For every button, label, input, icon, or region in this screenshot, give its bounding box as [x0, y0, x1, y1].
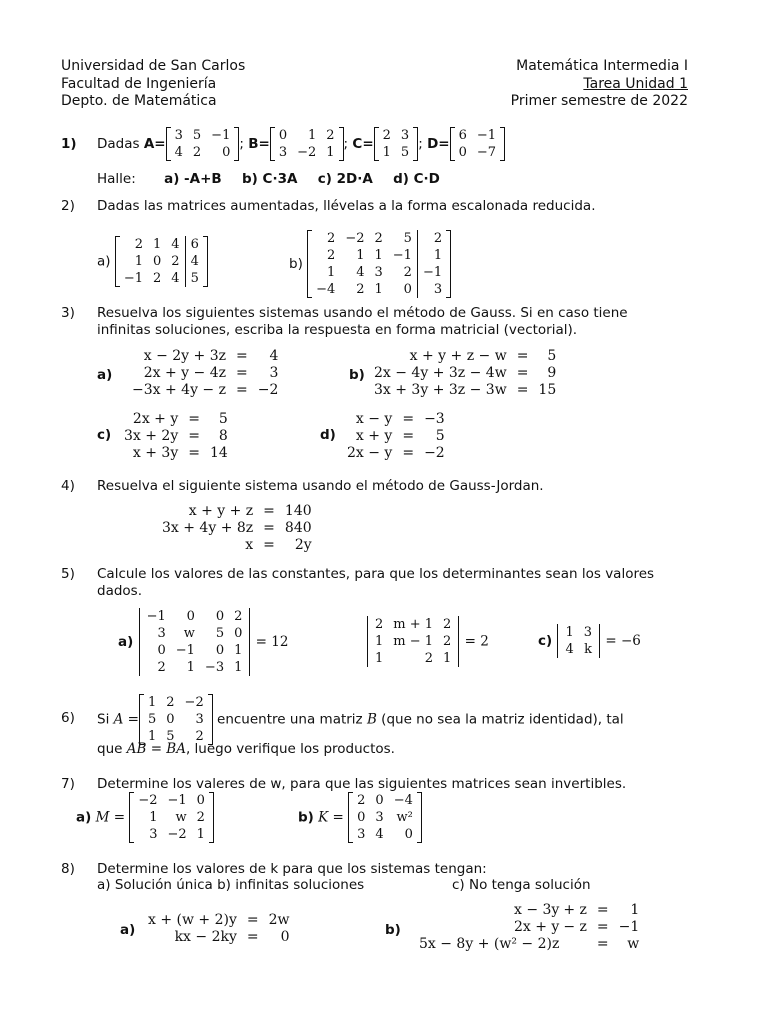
- p3-system-c: [122, 411, 230, 462]
- matrix-row: [119, 253, 204, 270]
- equation-term: =: [516, 348, 529, 364]
- equation-term: 140: [284, 503, 312, 519]
- matrix-cell: w: [175, 810, 187, 825]
- equation-term: =: [246, 912, 259, 928]
- matrix-cell: 0: [186, 609, 195, 624]
- matrix-cell: −4: [316, 282, 336, 297]
- matrix-cell: 0: [278, 128, 288, 143]
- equation-term: 5: [435, 428, 445, 444]
- matrix-cell: 1: [307, 128, 317, 143]
- equation-term: =: [188, 411, 200, 427]
- matrix-row: [352, 809, 418, 826]
- matrix-row: [311, 281, 447, 298]
- p2-text: Dadas las matrices aumentadas, llévelas a la forma escalonada reducida.: [97, 198, 596, 214]
- matrix-A: [166, 127, 240, 161]
- matrix-row: [378, 144, 415, 161]
- matrix-cell: 3: [195, 712, 204, 727]
- matrix-cell: 5: [403, 231, 412, 246]
- matrix-row: [454, 144, 501, 161]
- equation-term: x − y: [355, 411, 393, 427]
- equation-term: 0: [280, 929, 290, 945]
- matrix-cell: 2: [192, 145, 202, 160]
- p8-system-b: [417, 902, 641, 953]
- matrix-cell: 4: [171, 237, 180, 252]
- matrix-cell: −1: [476, 128, 497, 143]
- equation-term: w: [627, 936, 640, 952]
- equation-row: [345, 411, 447, 428]
- p3-label-a: a): [97, 367, 113, 383]
- matrix-cell: 1: [153, 237, 162, 252]
- matrix-cell: 2: [327, 231, 336, 246]
- matrix-cell: 3: [375, 810, 384, 825]
- matrix-cell: 5: [185, 270, 204, 287]
- matrix-cell: 0: [222, 145, 231, 160]
- matrix-cell: 1: [147, 695, 157, 710]
- matrix-cell: 1: [374, 282, 383, 297]
- p5-determinant-a: a) −1 0 0 2 3 w 5 0 0 −1 0 1 2 1 −3 1 = 12: [118, 609, 289, 675]
- matrix-cell: 1: [134, 254, 144, 269]
- matrix-cell: 0: [458, 145, 467, 160]
- header-assignment: Tarea Unidad 1: [583, 75, 688, 92]
- matrix-cell: 1: [186, 660, 195, 675]
- matrix-cell: 1: [417, 247, 447, 264]
- matrix-cell: m + 1: [393, 617, 434, 632]
- equation-term: 1: [630, 902, 640, 918]
- matrix-cell: w²: [396, 810, 413, 825]
- matrix-row: [142, 659, 248, 676]
- p3-system-a: [130, 348, 280, 399]
- matrix-row: [311, 264, 447, 281]
- matrix-cell: −4: [393, 793, 413, 808]
- matrix-row: [133, 826, 210, 843]
- p4-text: Resuelva el siguiente sistema usando el método de Gauss-Jordan.: [97, 478, 544, 494]
- p8-system-a: [146, 912, 292, 946]
- matrix-row: [370, 616, 456, 633]
- matrix-cell: 1: [234, 660, 243, 675]
- matrix-cell: 0: [403, 282, 412, 297]
- matrix-cell: −2: [167, 827, 187, 842]
- matrix-cell: 4: [565, 642, 574, 657]
- matrix-row: [143, 694, 209, 711]
- equation-term: 3x + 2y: [124, 428, 179, 444]
- matrix-cell: 2: [196, 810, 205, 825]
- matrix-cell: 3: [278, 145, 288, 160]
- equation-term: −2: [257, 382, 279, 398]
- matrix-cell: 1: [443, 651, 452, 666]
- matrix-row: [311, 230, 447, 247]
- matrix-row: [378, 127, 415, 144]
- matrix-cell: w: [183, 626, 195, 641]
- matrix-row: [119, 270, 204, 287]
- equation-term: =: [236, 348, 248, 364]
- matrix-row: [143, 711, 209, 728]
- p8-label-a: a): [120, 922, 136, 938]
- matrix-cell: 1: [147, 729, 157, 744]
- matrix-cell: 2: [424, 651, 434, 666]
- matrix-row: [274, 127, 340, 144]
- matrix-cell: 0: [404, 827, 413, 842]
- matrix-cell: 2: [166, 695, 175, 710]
- equation-row: [417, 919, 641, 936]
- equation-term: 9: [547, 365, 557, 381]
- equation-term: 3x + 3y + 3z − 3w: [374, 382, 507, 398]
- matrix-D: [450, 127, 505, 161]
- equation-term: + z: [563, 902, 587, 918]
- p1-statement: Dadas A= 3 5 −1 4 2 0 ; B= 0 1 2 3 −2 1 ; C= 2 3 1 5 ; D= 6 −1 0 −7: [97, 127, 505, 162]
- matrix-row: [133, 809, 210, 826]
- p2-matrix-a: a) 2 1 4 6 1 0 2 4 −1 2 4 5: [97, 236, 208, 287]
- header-right: [511, 58, 688, 111]
- equation-term: 2x + y − 4z: [143, 365, 226, 381]
- equation-term: =: [236, 365, 248, 381]
- equation-term: =: [188, 445, 200, 461]
- matrix-cell: 2: [382, 128, 391, 143]
- equation-term: =: [596, 919, 609, 935]
- p3-label-b: b): [349, 367, 365, 383]
- matrix-cell: 2: [443, 617, 452, 632]
- equation-row: [160, 503, 314, 520]
- matrix-cell: 0: [357, 810, 366, 825]
- matrix-row: [560, 624, 597, 641]
- p5-determinant-b: 2 m + 1 2 1 m − 1 2 1 2 1 = 2: [366, 616, 489, 667]
- matrix-cell: −1: [175, 643, 195, 658]
- matrix-cell: −2: [297, 145, 317, 160]
- p4-number: 4): [61, 478, 75, 494]
- matrix-cell: 4: [185, 253, 204, 270]
- equation-row: [372, 365, 558, 382]
- header-department: Depto. de Matemática: [61, 93, 217, 109]
- matrix-cell: 0: [157, 643, 166, 658]
- equation-term: 14: [209, 445, 228, 461]
- matrix-cell: −1: [167, 793, 187, 808]
- header-left: [61, 58, 245, 111]
- matrix-cell: 1: [327, 265, 336, 280]
- matrix-cell: 5: [400, 145, 410, 160]
- equation-term: =: [596, 902, 609, 918]
- matrix-cell: 1: [382, 145, 391, 160]
- equation-term: 2x + y: [132, 411, 179, 427]
- matrix-cell: 3: [174, 128, 183, 143]
- matrix-cell: 2: [417, 230, 447, 247]
- matrix-cell: 1: [196, 827, 205, 842]
- p1-number: 1): [61, 136, 77, 152]
- equation-term: 8: [218, 428, 228, 444]
- matrix-cell: k: [584, 642, 593, 657]
- matrix-row: [142, 642, 248, 659]
- equation-row: [130, 365, 280, 382]
- matrix-cell: 4: [356, 265, 365, 280]
- matrix-row: [370, 633, 456, 650]
- matrix-cell: 4: [171, 271, 180, 286]
- matrix-cell: 2: [443, 634, 452, 649]
- matrix-cell: m − 1: [393, 634, 434, 649]
- equation-term: −2: [424, 445, 445, 461]
- equation-term: x: [245, 537, 254, 553]
- matrix-cell: 1: [234, 643, 243, 658]
- matrix-row: [311, 247, 447, 264]
- equation-term: =: [246, 929, 259, 945]
- matrix-cell: 6: [185, 236, 204, 253]
- matrix-cell: 2: [374, 231, 383, 246]
- header-semester: Primer semestre de 2022: [510, 93, 688, 109]
- matrix-cell: −7: [476, 145, 497, 160]
- equation-term: 5: [218, 411, 228, 427]
- equation-term: =: [263, 503, 275, 519]
- equation-term: =: [402, 411, 415, 427]
- matrix-C: [374, 127, 419, 161]
- equation-term: 2x + y: [513, 919, 560, 935]
- matrix-cell: 1: [356, 248, 365, 263]
- matrix-cell: 2: [327, 248, 336, 263]
- equation-term: 3x + 4y + 8z: [162, 520, 254, 536]
- matrix-row: [119, 236, 204, 253]
- equation-term: 2x − 4y + 3z − 4w: [374, 365, 507, 381]
- equation-term: =: [516, 382, 529, 398]
- p2-matrix-b: b) 2 −2 2 5 2 2 1 1 −1 1 1 4 3 2 −1 −4 2 1 0 3: [289, 230, 451, 298]
- p8-line2b: c) No tenga solución: [452, 877, 591, 893]
- equation-row: [130, 348, 280, 365]
- p6-statement: Si A = 1 2 −2 5 0 3 1 5 2 encuentre una matriz B (que no sea la matriz identidad), tal: [97, 695, 624, 744]
- matrix-row: [170, 127, 236, 144]
- header-faculty: Facultad de Ingeniería: [61, 75, 217, 92]
- p3-label-c: c): [97, 427, 112, 443]
- equation-row: [372, 382, 558, 399]
- matrix-row: [454, 127, 501, 144]
- matrix-row: [142, 625, 248, 642]
- equation-term: =: [596, 936, 609, 952]
- matrix-cell: 3: [583, 625, 593, 640]
- matrix-cell: −1: [211, 128, 231, 143]
- equation-term: =: [516, 365, 529, 381]
- p6-number: 6): [61, 710, 75, 726]
- matrix-cell: 2: [153, 271, 162, 286]
- matrix-cell: 2: [171, 254, 180, 269]
- equation-term: kx − 2ky: [174, 929, 237, 945]
- equation-row: [122, 411, 230, 428]
- matrix-cell: 2: [403, 265, 412, 280]
- matrix-cell: 0: [215, 609, 225, 624]
- equation-term: 4: [269, 348, 279, 364]
- matrix-cell: 6: [458, 128, 467, 143]
- equation-term: −3: [424, 411, 445, 427]
- matrix-cell: 5: [166, 729, 175, 744]
- p1-item-c: c) 2D·A: [317, 171, 373, 187]
- p5-line1: Calcule los valores de las constantes, para que los determinantes sean los valores: [97, 566, 655, 582]
- matrix-cell: 0: [234, 626, 243, 641]
- equation-row: [417, 936, 641, 953]
- matrix-cell: 2: [326, 128, 335, 143]
- matrix-cell: −3: [204, 660, 225, 675]
- equation-term: 5: [547, 348, 557, 364]
- equation-row: [345, 428, 447, 445]
- p8-label-b: b): [385, 922, 401, 938]
- equation-term: =: [188, 428, 200, 444]
- matrix-cell: 4: [174, 145, 183, 160]
- equation-term: =: [402, 445, 415, 461]
- equation-term: x + 3y: [132, 445, 179, 461]
- matrix-cell: −2: [184, 695, 204, 710]
- matrix-row: [560, 641, 597, 658]
- matrix-cell: −1: [392, 248, 412, 263]
- p2-number: 2): [61, 198, 75, 214]
- equation-term: 5x − 8y + (w² − 2)z: [419, 936, 560, 952]
- matrix-cell: 1: [565, 625, 574, 640]
- equation-term: 15: [538, 382, 557, 398]
- equation-row: [160, 537, 314, 554]
- matrix-cell: 1: [375, 634, 384, 649]
- matrix-cell: 5: [147, 712, 157, 727]
- p4-system: [160, 503, 314, 554]
- matrix-row: [133, 792, 210, 809]
- p1-item-d: d) C·D: [393, 171, 440, 187]
- matrix-cell: 2: [234, 609, 243, 624]
- p8-line2a: a) Solución única b) infinitas soluciones: [97, 877, 365, 893]
- equation-term: 3: [269, 365, 279, 381]
- p5-number: 5): [61, 566, 75, 582]
- equation-row: [130, 382, 280, 399]
- equation-term: x − 2y + 3z: [143, 348, 226, 364]
- p1-item-a: a) -A+B: [164, 171, 222, 187]
- matrix-cell: 3: [400, 128, 410, 143]
- equation-row: [417, 902, 641, 919]
- matrix-cell: −1: [146, 609, 166, 624]
- equation-term: 840: [284, 520, 312, 536]
- p1-halle: Halle: a) -A+B b) C·3A c) 2D·A d) C·D: [97, 171, 440, 187]
- equation-row: [122, 428, 230, 445]
- p1-item-b: b) C·3A: [242, 171, 298, 187]
- equation-term: =: [263, 537, 275, 553]
- matrix-cell: 1: [149, 810, 158, 825]
- matrix-cell: −2: [345, 231, 365, 246]
- matrix-cell: 3: [157, 626, 166, 641]
- equation-term: 2x − y: [347, 445, 393, 461]
- p7-number: 7): [61, 776, 75, 792]
- matrix-cell: 0: [153, 254, 162, 269]
- equation-row: [122, 445, 230, 462]
- p7-matrix-K: b) K = 2 0 −4 0 3 w² 3 4 0: [298, 792, 422, 843]
- matrix-cell: 3: [417, 281, 447, 298]
- equation-term: 2y: [294, 537, 312, 553]
- matrix-cell: −2: [138, 793, 158, 808]
- matrix-cell: 5: [215, 626, 225, 641]
- equation-row: [146, 912, 292, 929]
- matrix-row: [274, 144, 340, 161]
- matrix-B: [270, 127, 344, 161]
- matrix-cell: 2: [195, 729, 204, 744]
- equation-term: −3x + 4y − z: [132, 382, 226, 398]
- matrix-row: [352, 826, 418, 843]
- matrix-cell: 3: [357, 827, 366, 842]
- matrix-cell: 2: [356, 282, 365, 297]
- matrix-cell: 3: [374, 265, 383, 280]
- p3-system-d: [345, 411, 447, 462]
- p7-text: Determine los valeres de w, para que las siguientes matrices sean invertibles.: [97, 776, 627, 792]
- matrix-cell: 4: [375, 827, 384, 842]
- p3-line1: Resuelva los siguientes sistemas usando el método de Gauss. Si en caso tiene: [97, 305, 628, 321]
- matrix-row: [370, 650, 456, 667]
- equation-term: =: [402, 428, 415, 444]
- equation-term: x + (w + 2)y: [148, 912, 237, 928]
- equation-term: [561, 936, 589, 953]
- matrix-row: [352, 792, 418, 809]
- matrix-cell: 1: [375, 651, 384, 666]
- matrix-cell: 0: [166, 712, 175, 727]
- p7-matrix-M: a) M = −2 −1 0 1 w 2 3 −2 1: [76, 792, 214, 843]
- equation-row: [146, 929, 292, 946]
- p6-line2: que AB = BA, luego verifique los productos.: [97, 741, 395, 757]
- matrix-cell: 1: [374, 248, 383, 263]
- equation-row: [372, 348, 558, 365]
- matrix-row: [142, 608, 248, 625]
- header-university: Universidad de San Carlos: [61, 58, 246, 74]
- equation-term: −1: [618, 919, 640, 935]
- equation-row: [160, 520, 314, 537]
- equation-term: =: [263, 520, 275, 536]
- p3-number: 3): [61, 305, 75, 321]
- equation-term: x + y + z: [188, 503, 254, 519]
- matrix-cell: 1: [326, 145, 335, 160]
- matrix-cell: 2: [157, 660, 166, 675]
- equation-term: x + y + z − w: [409, 348, 507, 364]
- p5-determinant-c: c) 1 3 4 k = −6: [538, 625, 641, 657]
- equation-term: 2w: [268, 912, 290, 928]
- matrix-cell: −1: [123, 271, 144, 286]
- equation-term: − z: [563, 919, 587, 935]
- equation-term: =: [236, 382, 248, 398]
- header-course: Matemática Intermedia I: [516, 58, 688, 74]
- matrix-cell: 0: [375, 793, 384, 808]
- matrix-cell: 2: [134, 237, 144, 252]
- matrix-cell: 3: [149, 827, 158, 842]
- matrix-cell: 2: [357, 793, 366, 808]
- equation-term: x − 3y: [513, 902, 560, 918]
- matrix-cell: 2: [375, 617, 384, 632]
- equation-term: x + y: [355, 428, 393, 444]
- p8-number: 8): [61, 861, 75, 877]
- matrix-row: [170, 144, 236, 161]
- p5-line2: dados.: [97, 583, 142, 599]
- matrix-cell: 5: [192, 128, 202, 143]
- p3-line2: infinitas soluciones, escriba la respuesta en forma matricial (vectorial).: [97, 322, 578, 338]
- p8-line1: Determine los valores de k para que los sistemas tengan:: [97, 861, 487, 877]
- matrix-cell: −1: [417, 264, 447, 281]
- matrix-cell: 0: [196, 793, 205, 808]
- matrix-cell: 0: [215, 643, 225, 658]
- p3-system-b: [372, 348, 558, 399]
- p3-label-d: d): [320, 427, 336, 443]
- equation-row: [345, 445, 447, 462]
